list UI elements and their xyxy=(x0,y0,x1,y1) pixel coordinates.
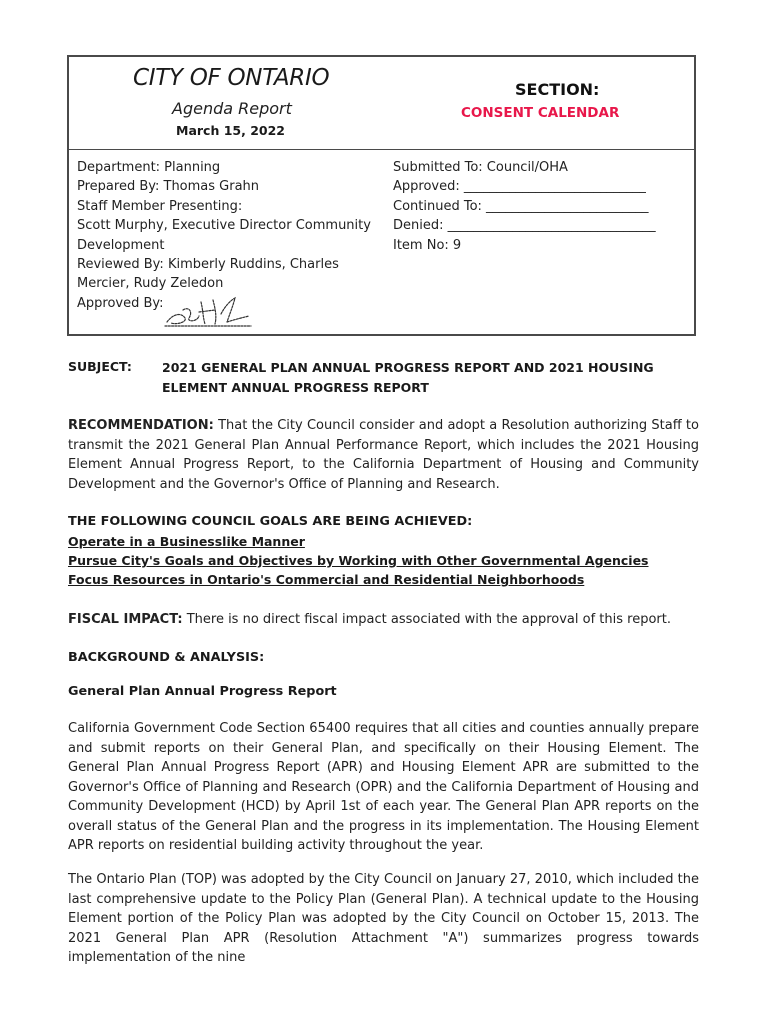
background-heading: BACKGROUND & ANALYSIS: xyxy=(68,650,265,665)
agenda-header-box xyxy=(67,55,696,336)
recommendation-paragraph xyxy=(68,416,699,494)
subject-text: 2021 GENERAL PLAN ANNUAL PROGRESS REPORT AND 2021 HOUSING ELEMENT ANNUAL PROGRESS REPORT xyxy=(162,360,654,395)
header-divider xyxy=(69,149,694,150)
approved-line: Approved: ____________________________ xyxy=(393,179,646,195)
submission-info xyxy=(393,158,693,255)
approval-signature xyxy=(163,292,253,328)
meeting-date: March 15, 2022 xyxy=(176,123,285,138)
prepared-by-line: Prepared By: Thomas Grahn xyxy=(77,179,260,195)
report-type: Agenda Report xyxy=(172,99,292,118)
department-line: Department: Planning xyxy=(77,160,221,175)
recommendation-text: That the City Council consider and adopt a Resolution authorizing Staff to transmit the 2021 General Plan Annual Performance Report, which includes the 2021 Housing Element Annual Progress Report, to the California Department of Housing and Community Development and the Governor's Office of Planning and Research. xyxy=(68,418,699,492)
council-goal-1: Operate in a Businesslike Manner xyxy=(68,534,305,549)
council-goals-heading: THE FOLLOWING COUNCIL GOALS ARE BEING ACHIEVED: xyxy=(68,514,473,529)
approved-by-line: Approved By: xyxy=(77,295,164,311)
apr-subheading: General Plan Annual Progress Report xyxy=(68,684,337,699)
background-paragraph-1: California Government Code Section 65400 requires that all cities and counties annually prepare and submit reports on their General Plan, and specifically on their Housing Element. The General Plan Annual Progress Report (APR) and Housing Element APR are submitted to the Governor's Office of Planning and Research (OPR) and the California Department of Housing and Community Development (HCD) by April 1st of each year. The General Plan APR reports on the overall status of the General Plan and the progress in its implementation. The Housing Element APR reports on residential building activity throughout the year. xyxy=(68,721,699,853)
section-label: SECTION: xyxy=(515,80,600,99)
staff-presenting-line: Staff Member Presenting: xyxy=(77,198,243,214)
item-number-line: Item No: 9 xyxy=(393,237,462,253)
staff-name-line: Scott Murphy, Executive Director Community Development xyxy=(77,218,371,253)
continued-to-line: Continued To: _________________________ xyxy=(393,198,649,214)
recommendation-label: RECOMMENDATION: xyxy=(68,418,214,433)
subject-label: SUBJECT: xyxy=(68,359,132,374)
fiscal-impact-text: There is no direct fiscal impact associated with the approval of this report. xyxy=(186,612,671,627)
submitted-to-line: Submitted To: Council/OHA xyxy=(393,160,568,175)
council-goal-3: Focus Resources in Ontario's Commercial and Residential Neighborhoods xyxy=(68,572,585,587)
section-value: CONSENT CALENDAR xyxy=(461,105,620,121)
fiscal-impact-paragraph xyxy=(68,610,699,630)
background-paragraph-2: The Ontario Plan (TOP) was adopted by the City Council on January 27, 2010, which included the last comprehensive update to the Policy Plan (General Plan). A technical update to the Housing Element portion of the Policy Plan was adopted by the City Council on October 15, 2013. The 2021 General Plan APR (Resolution Attachment "A") summarizes progress towards implementation of the nine xyxy=(68,872,699,965)
city-title: CITY OF ONTARIO xyxy=(133,65,330,91)
staff-info xyxy=(77,158,377,313)
denied-line: Denied: ________________________________ xyxy=(393,218,656,234)
council-goal-2: Pursue City's Goals and Objectives by Working with Other Governmental Agencies xyxy=(68,553,649,568)
fiscal-impact-label: FISCAL IMPACT: xyxy=(68,612,183,627)
reviewed-by-line: Reviewed By: Kimberly Ruddins, Charles Mercier, Rudy Zeledon xyxy=(77,257,339,292)
